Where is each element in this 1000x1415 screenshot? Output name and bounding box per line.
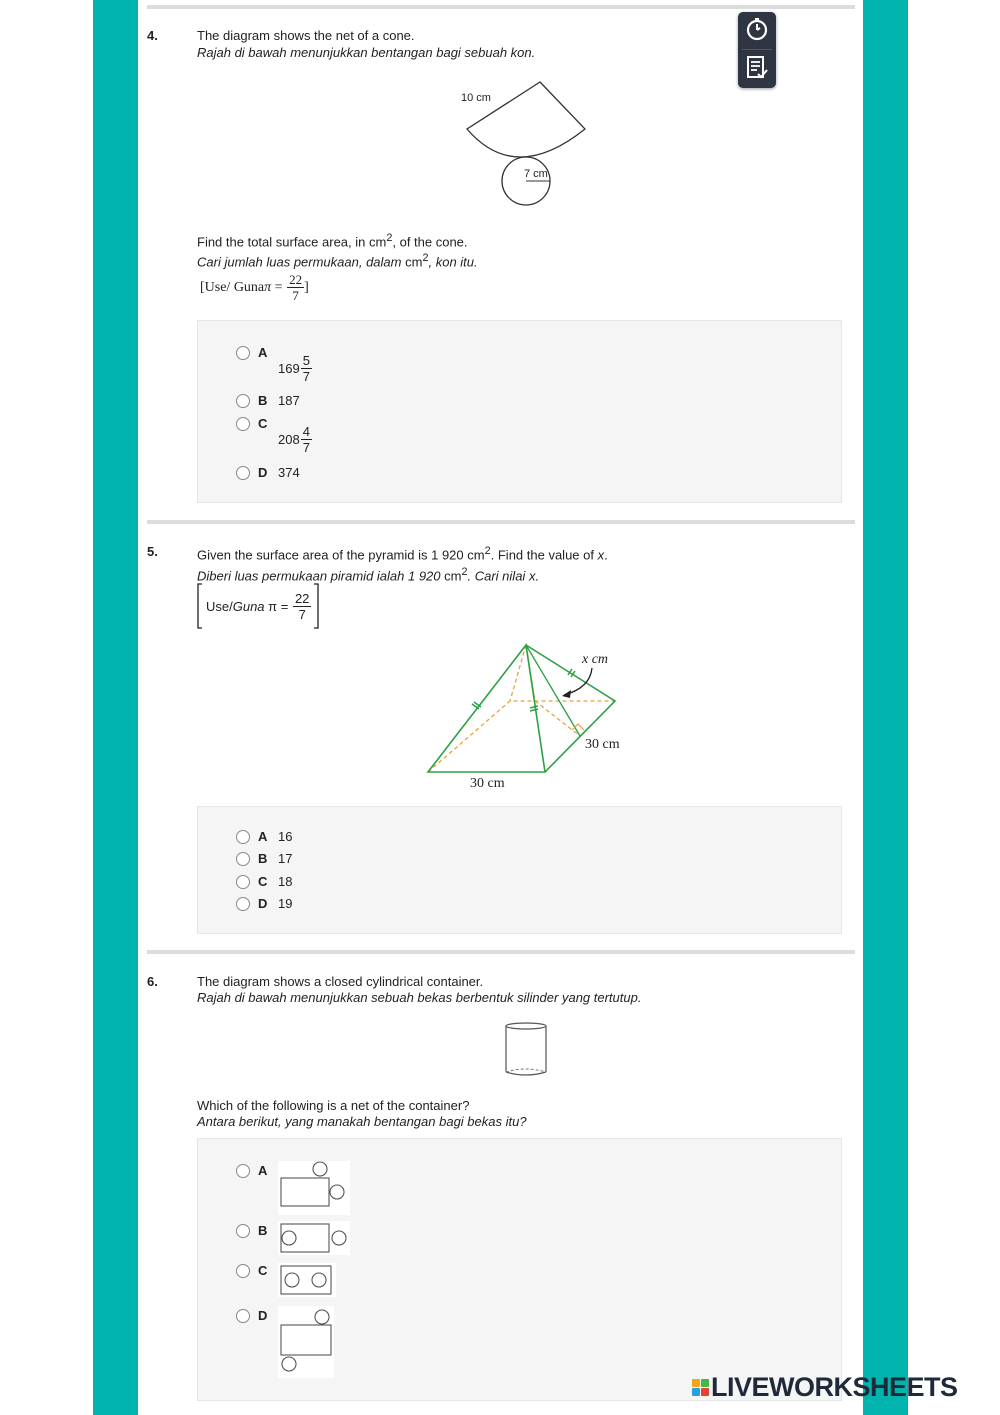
pi-hint: [200, 272, 309, 303]
question-number: 4.: [147, 28, 158, 43]
base-length-label: 30 cm: [470, 776, 505, 791]
question-text: [197, 543, 608, 563]
fraction: [301, 424, 312, 455]
question-text-malay: Rajah di bawah menunjukkan bentangan bagi sebuah kon.: [197, 45, 536, 60]
pi-fraction: [293, 591, 311, 622]
fraction: [301, 353, 312, 384]
whole-part: 208: [278, 432, 300, 447]
option-c[interactable]: [236, 1263, 336, 1297]
radio-button[interactable]: [236, 875, 250, 889]
denominator: 7: [302, 440, 310, 455]
pi-fraction: [287, 272, 304, 303]
net-diagram-c: [278, 1263, 336, 1297]
option-value: 374: [278, 465, 300, 480]
net-diagram-b: [278, 1221, 350, 1255]
options-box: [197, 806, 842, 934]
pi-hint: [197, 583, 319, 629]
question-text: The diagram shows the net of a cone.: [197, 28, 415, 43]
option-b[interactable]: [236, 393, 300, 408]
option-b[interactable]: [236, 851, 292, 866]
option-letter: A: [258, 345, 268, 360]
option-letter: A: [258, 1163, 268, 1178]
left-bracket: [197, 583, 203, 629]
option-value: [278, 424, 312, 455]
denominator: 7: [302, 369, 310, 384]
option-letter: D: [258, 896, 268, 911]
right-bracket: [313, 583, 319, 629]
unit-exponent: 2: [461, 566, 468, 578]
logo-mark-icon: [692, 1379, 709, 1396]
submit-answers-button[interactable]: [745, 55, 769, 81]
pi-denominator: 7: [292, 288, 299, 303]
radio-button[interactable]: [236, 466, 250, 480]
pyramid-diagram: [420, 640, 650, 800]
option-a[interactable]: [236, 345, 312, 384]
option-d[interactable]: [236, 1308, 334, 1378]
unit: cm: [444, 568, 462, 584]
pi-symbol: π: [264, 280, 272, 295]
close-bracket: ]: [304, 280, 309, 295]
cari-text-post: , kon itu.: [428, 254, 478, 270]
unit-exponent: 2: [484, 545, 491, 557]
radio-button[interactable]: [236, 346, 250, 360]
radio-button[interactable]: [236, 830, 250, 844]
clock-icon: [745, 17, 769, 41]
pi-numerator: 22: [289, 272, 303, 287]
option-value: 187: [278, 393, 300, 408]
unit: cm: [467, 547, 485, 563]
numerator: 5: [302, 353, 310, 368]
option-letter: B: [258, 393, 268, 408]
cone-net-diagram: [455, 80, 595, 210]
question-number: 5.: [147, 544, 158, 559]
radio-button[interactable]: [236, 394, 250, 408]
pi-equals: π =: [264, 598, 292, 614]
cylinder-diagram: [502, 1020, 550, 1080]
net-diagram-d: [278, 1306, 334, 1378]
find-text: [197, 230, 468, 250]
logo-text: LIVEWORKSHEETS: [711, 1372, 958, 1402]
radius-label: 7 cm: [524, 168, 548, 180]
text-post: . Cari nilai: [467, 568, 529, 584]
logo-square-4: [701, 1388, 709, 1396]
net-diagram-a: [278, 1161, 350, 1215]
option-a[interactable]: [236, 1163, 350, 1215]
option-value: [278, 353, 312, 384]
options-box: [197, 320, 842, 503]
text-end: .: [604, 547, 608, 563]
question-text: The diagram shows a closed cylindrical container.: [197, 974, 484, 989]
unit-exponent: 2: [386, 232, 393, 244]
text-pre: Given the surface area of the pyramid is 1 920: [197, 547, 468, 563]
cari-text-pre: Cari jumlah luas permukaan, dalam: [197, 254, 406, 270]
option-value: 17: [278, 851, 293, 866]
find-text-malay: [197, 250, 478, 270]
option-d[interactable]: [236, 896, 292, 911]
radio-button[interactable]: [236, 897, 250, 911]
radio-button[interactable]: [236, 417, 250, 431]
question-number: 6.: [147, 974, 158, 989]
unit: cm: [368, 234, 387, 250]
variable: x: [528, 568, 536, 584]
guna-text: Guna: [232, 598, 265, 614]
option-letter: D: [258, 465, 268, 480]
option-c[interactable]: [236, 416, 312, 455]
logo-square-1: [692, 1379, 700, 1387]
numerator: 4: [302, 424, 310, 439]
liveworksheets-logo: [692, 1372, 958, 1403]
separator: [147, 950, 855, 954]
variable: x: [597, 547, 605, 563]
radio-button[interactable]: [236, 1224, 250, 1238]
option-value: 18: [278, 874, 293, 889]
option-letter: C: [258, 1263, 268, 1278]
equals-sign: =: [271, 280, 287, 295]
option-letter: A: [258, 829, 268, 844]
option-letter: C: [258, 416, 268, 431]
separator: [147, 520, 855, 524]
option-value: 19: [278, 896, 293, 911]
left-teal-border: [93, 0, 138, 1415]
question-text-malay: [197, 564, 539, 584]
options-box: [197, 1138, 842, 1401]
side-length-label: 30 cm: [585, 737, 620, 752]
separator-top: [147, 5, 855, 9]
radio-button[interactable]: [236, 1309, 250, 1323]
unit-exponent: 2: [422, 252, 429, 264]
option-letter: C: [258, 874, 268, 889]
text-post: . Find the value of: [490, 547, 598, 563]
use-text: [Use/ Guna: [200, 280, 265, 295]
option-c[interactable]: [236, 874, 292, 889]
logo-square-2: [701, 1379, 709, 1387]
question-text-malay: Rajah di bawah menunjukkan sebuah bekas berbentuk silinder yang tertutup.: [197, 990, 642, 1005]
use-text: Use/: [206, 598, 233, 614]
pi-denominator: 7: [298, 606, 306, 622]
checklist-icon: [745, 55, 769, 81]
radio-button[interactable]: [236, 1264, 250, 1278]
radio-button[interactable]: [236, 852, 250, 866]
timer-button[interactable]: [745, 17, 769, 41]
unit: cm: [405, 254, 423, 270]
text-end: .: [535, 568, 540, 584]
slant-height-label: x cm: [582, 652, 609, 667]
question-prompt-malay: Antara berikut, yang manakah bentangan bagi bekas itu?: [197, 1114, 527, 1129]
option-d[interactable]: [236, 465, 300, 480]
find-text-pre: Find the total surface area, in: [197, 234, 369, 250]
option-b[interactable]: [236, 1223, 350, 1255]
find-text-post: , of the cone.: [392, 234, 468, 250]
option-value: 16: [278, 829, 293, 844]
text-pre: Diberi luas permukaan piramid ialah 1 920: [197, 568, 445, 584]
option-letter: B: [258, 851, 268, 866]
slant-label: 10 cm: [461, 92, 491, 104]
option-a[interactable]: [236, 829, 292, 844]
pi-numerator: 22: [294, 590, 310, 606]
question-prompt: Which of the following is a net of the container?: [197, 1098, 470, 1113]
right-teal-border: [863, 0, 908, 1415]
radio-button[interactable]: [236, 1164, 250, 1178]
whole-part: 169: [278, 361, 300, 376]
option-letter: B: [258, 1223, 268, 1238]
logo-square-3: [692, 1388, 700, 1396]
floating-toolbar: [738, 12, 776, 88]
option-letter: D: [258, 1308, 268, 1323]
